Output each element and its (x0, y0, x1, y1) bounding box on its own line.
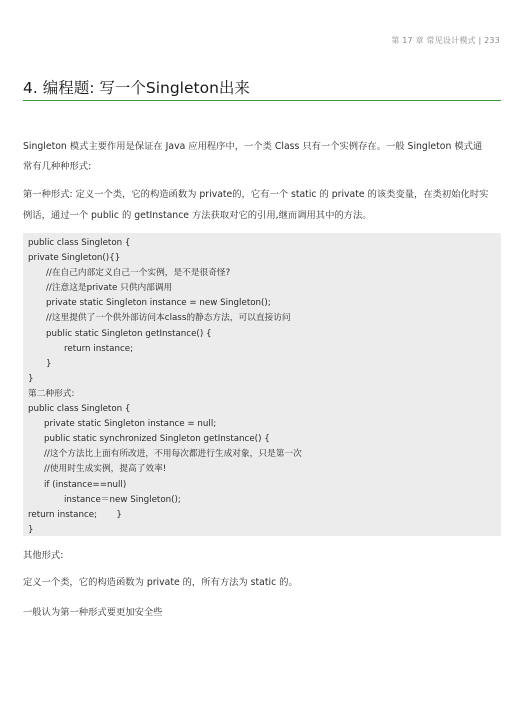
code-comment-line: //注意这是private 只供内部调用 (46, 283, 173, 294)
code-comment-line: //这里提供了一个供外部访问本class的静态方法，可以直接访问 (46, 313, 291, 324)
code-comment-line: //这个方法比上面有所改进，不用每次都进行生成对象，只是第一次 (44, 449, 302, 460)
code-subheading-line: 第二种形式: (28, 388, 75, 399)
code-comment-line: //在自己内部定义自己一个实例，是不是很奇怪? (46, 268, 231, 279)
code-line: } (28, 524, 34, 535)
code-line: return instance; (64, 343, 134, 354)
section-title: 4. 编程题: 写一个Singleton出来 (23, 79, 250, 97)
code-line: private Singleton(){} (28, 253, 121, 264)
code-line: instance＝new Singleton(); (64, 494, 181, 505)
code-line: } (46, 358, 52, 369)
form1-paragraph-line-2: 例话，通过一个 public 的 getInstance 方法获取对它的引用,继而调用其中的方法。 (23, 210, 372, 221)
other-forms-description: 定义一个类，它的构造函数为 private 的，所有方法为 static 的。 (23, 577, 298, 588)
code-line: public class Singleton { (28, 238, 131, 248)
code-line: public static Singleton getInstance() { (46, 328, 212, 339)
code-comment-line: //使用时生成实例，提高了效率! (44, 464, 167, 475)
form1-paragraph-line-1: 第一种形式: 定义一个类，它的构造函数为 private的，它有一个 static 的 private 的该类变量，在类初始化时实 (23, 189, 489, 200)
running-header: 第 17 章 常见设计模式 | 233 (391, 36, 500, 45)
intro-paragraph-line-1: Singleton 模式主要作用是保证在 Java 应用程序中，一个类 Class 只有一个实例存在。一般 Singleton 模式通 (23, 141, 483, 152)
conclusion-paragraph: 一般认为第一种形式要更加安全些 (23, 607, 163, 618)
code-line: } (28, 373, 34, 384)
code-line: return instance; } (28, 509, 122, 520)
code-line: private static Singleton instance = null; (44, 419, 217, 430)
intro-paragraph-line-2: 常有几种种形式: (23, 161, 92, 172)
code-line: public class Singleton { (28, 404, 131, 415)
title-divider (23, 100, 501, 101)
code-line: if (instance==null) (44, 479, 127, 490)
code-line: public static synchronized Singleton getInstance() { (44, 434, 270, 445)
code-block (23, 233, 501, 536)
code-line: private static Singleton instance = new Singleton(); (46, 298, 271, 309)
other-forms-heading: 其他形式: (23, 550, 64, 561)
